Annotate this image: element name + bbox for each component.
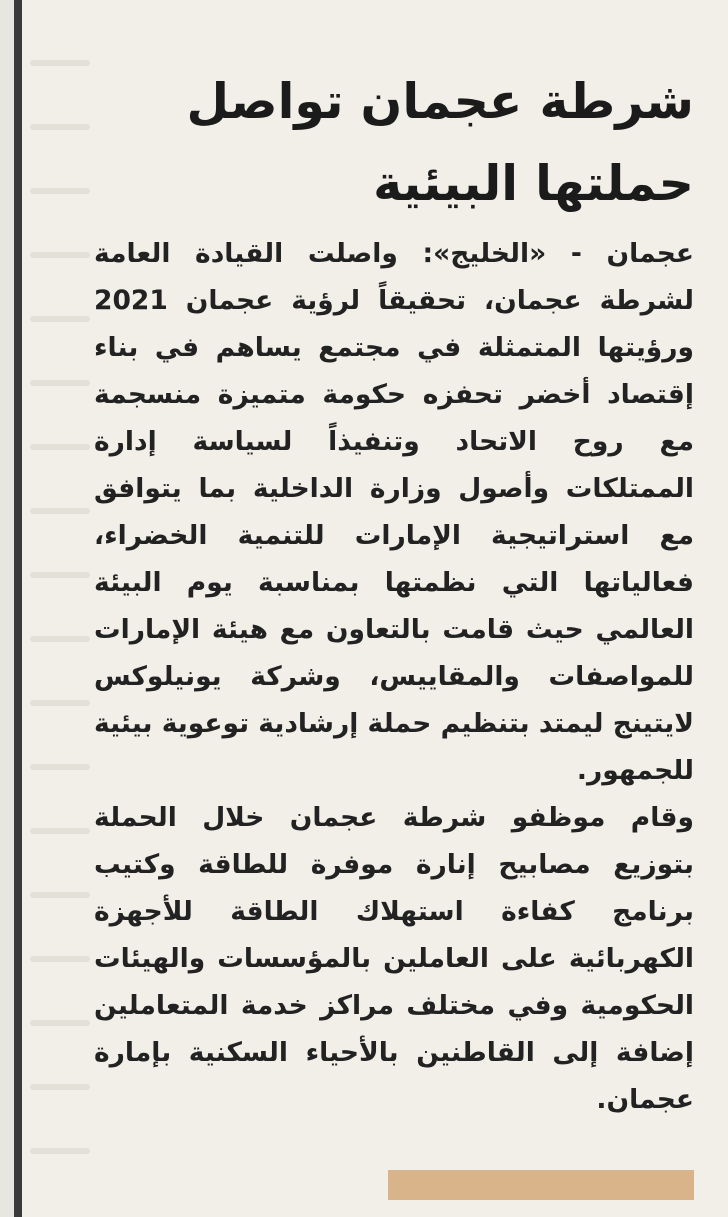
article-body (94, 230, 694, 1123)
column-rule (14, 0, 22, 1217)
left-margin (0, 0, 14, 1217)
article-headline: شرطة عجمان تواصل حملتها البيئية (186, 72, 694, 212)
next-article-strip (388, 1170, 694, 1200)
article-paragraph-1: عجمان - «الخليج»: واصلت القيادة العامة لشرطة عجمان، تحقيقاً لرؤية عجمان 2021 ورؤيتها المتمثلة في مجتمع يساهم في بناء إقتصاد أخضر تحفزه حكومة متميزة منسجمة مع روح الاتحاد وتنفيذاً لسياسة إدارة الممتلكات وأصول وزارة الداخلية بما يتوافق مع استراتيجية الإمارات للتنمية الخضراء، فعالياتها التي نظمتها بمناسبة يوم البيئة العالمي حيث قامت بالتعاون مع هيئة الإمارات للمواصفات والمقاييس، وشركة يونيلوكس لايتينج ليمتد بتنظيم حملة إرشادية توعوية بيئية للجمهور. (94, 238, 694, 786)
article-paragraph-2: وقام موظفو شرطة عجمان خلال الحملة بتوزيع مصابيح إنارة موفرة للطاقة وكتيب برنامج كفاءة استهلاك الطاقة للأجهزة الكهربائية على العاملين بالمؤسسات والهيئات الحكومية وفي مختلف مراكز خدمة المتعاملين إضافة إلى القاطنين بالأحياء السكنية بإمارة عجمان. (94, 802, 694, 1115)
bleed-through-text (30, 60, 90, 1160)
